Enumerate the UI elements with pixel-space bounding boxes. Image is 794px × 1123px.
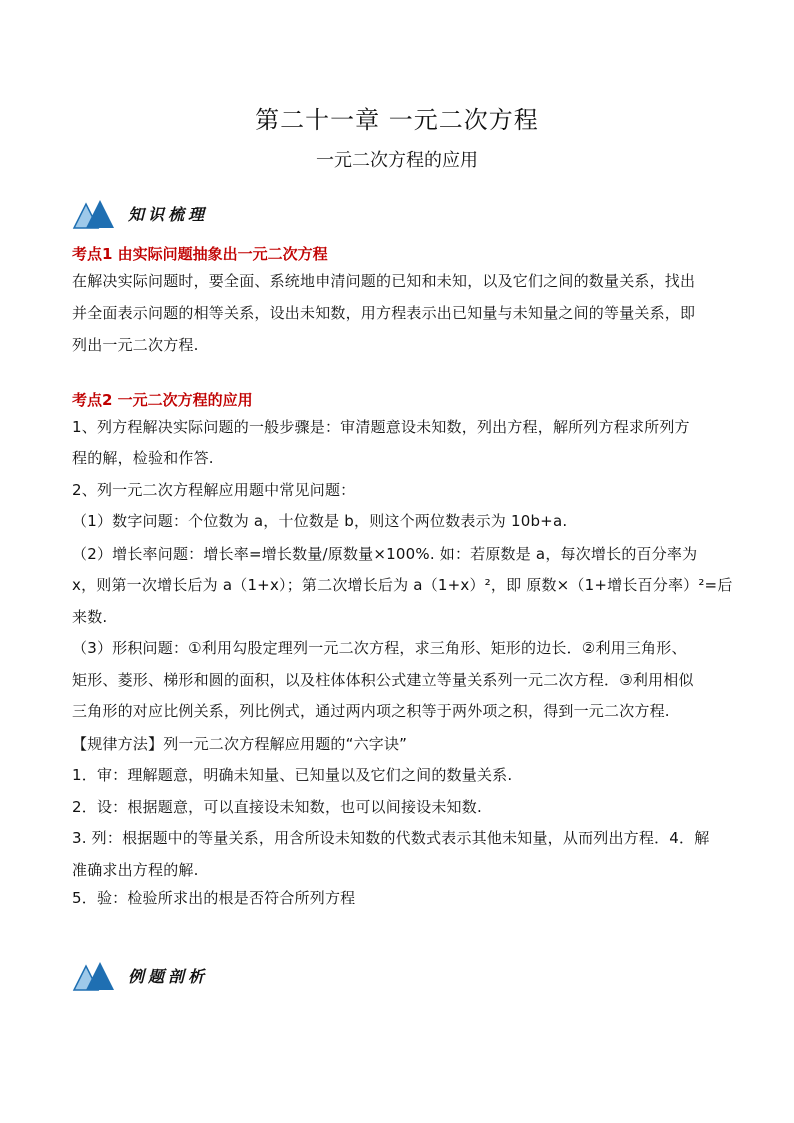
paragraph-line: 准确求出方程的解. bbox=[72, 861, 199, 879]
rule-method-heading: 【规律方法】列一元二次方程解应用题的“六字诀” bbox=[72, 735, 408, 753]
paragraph-line: 三角形的对应比例关系，列比例式，通过两内项之积等于两外项之积，得到一元二次方程. bbox=[72, 702, 670, 720]
paragraph-line: （3）形积问题：①利用勾股定理列一元二次方程，求三角形、矩形的边长．②利用三角形、 bbox=[72, 639, 687, 657]
paragraph-line: 程的解，检验和作答. bbox=[72, 449, 214, 467]
paragraph-line: （2）增长率问题：增长率=增长数量/原数量×100%. 如：若原数是 a，每次增长的百分率为 bbox=[72, 545, 698, 563]
page-subtitle: 一元二次方程的应用 bbox=[316, 150, 478, 171]
paragraph-line: 1、列方程解决实际问题的一般步骤是：审清题意设未知数，列出方程，解所列方程求所列方 bbox=[72, 418, 690, 436]
paragraph-line: 5．验：检验所求出的根是否符合所列方程 bbox=[72, 889, 356, 907]
paragraph-line: 并全面表示问题的相等关系，设出未知数，用方程表示出已知量与未知量之间的等量关系，即 bbox=[72, 304, 696, 322]
section-label: 例题剖析 bbox=[128, 967, 209, 986]
kaodian-2-heading: 考点2 一元二次方程的应用 bbox=[72, 391, 253, 409]
paragraph-line: 在解决实际问题时，要全面、系统地申清问题的已知和未知，以及它们之间的数量关系，找出 bbox=[72, 272, 696, 290]
section-label: 知识梳理 bbox=[128, 205, 209, 224]
section-header-knowledge bbox=[72, 196, 372, 230]
paragraph-line: 1．审：理解题意，明确未知量、已知量以及它们之间的数量关系. bbox=[72, 766, 513, 784]
paragraph-line: 2、列一元二次方程解应用题中常见问题： bbox=[72, 481, 356, 499]
paragraph-line: 来数. bbox=[72, 608, 108, 626]
paragraph-line: x，则第一次增长后为 a（1+x）；第二次增长后为 a（1+x）²，即 原数×（1+增长百分率）²=后 bbox=[72, 576, 733, 594]
kaodian-1-heading: 考点1 由实际问题抽象出一元二次方程 bbox=[72, 245, 328, 263]
paragraph-line: 3. 列：根据题中的等量关系，用含所设未知数的代数式表示其他未知量，从而列出方程．4．解 bbox=[72, 829, 710, 847]
paragraph-line: 矩形、菱形、梯形和圆的面积，以及柱体体积公式建立等量关系列一元二次方程．③利用相似 bbox=[72, 671, 694, 689]
triangle-icon bbox=[72, 958, 118, 992]
paragraph-line: 2．设：根据题意，可以直接设未知数，也可以间接设未知数. bbox=[72, 798, 482, 816]
triangle-icon bbox=[72, 196, 118, 230]
paragraph-line: （1）数字问题：个位数为 a，十位数是 b，则这个两位数表示为 10b+a. bbox=[72, 512, 568, 530]
paragraph-line: 列出一元二次方程. bbox=[72, 336, 199, 354]
section-header-examples bbox=[72, 958, 372, 992]
page-title: 第二十一章 一元二次方程 bbox=[255, 106, 539, 134]
